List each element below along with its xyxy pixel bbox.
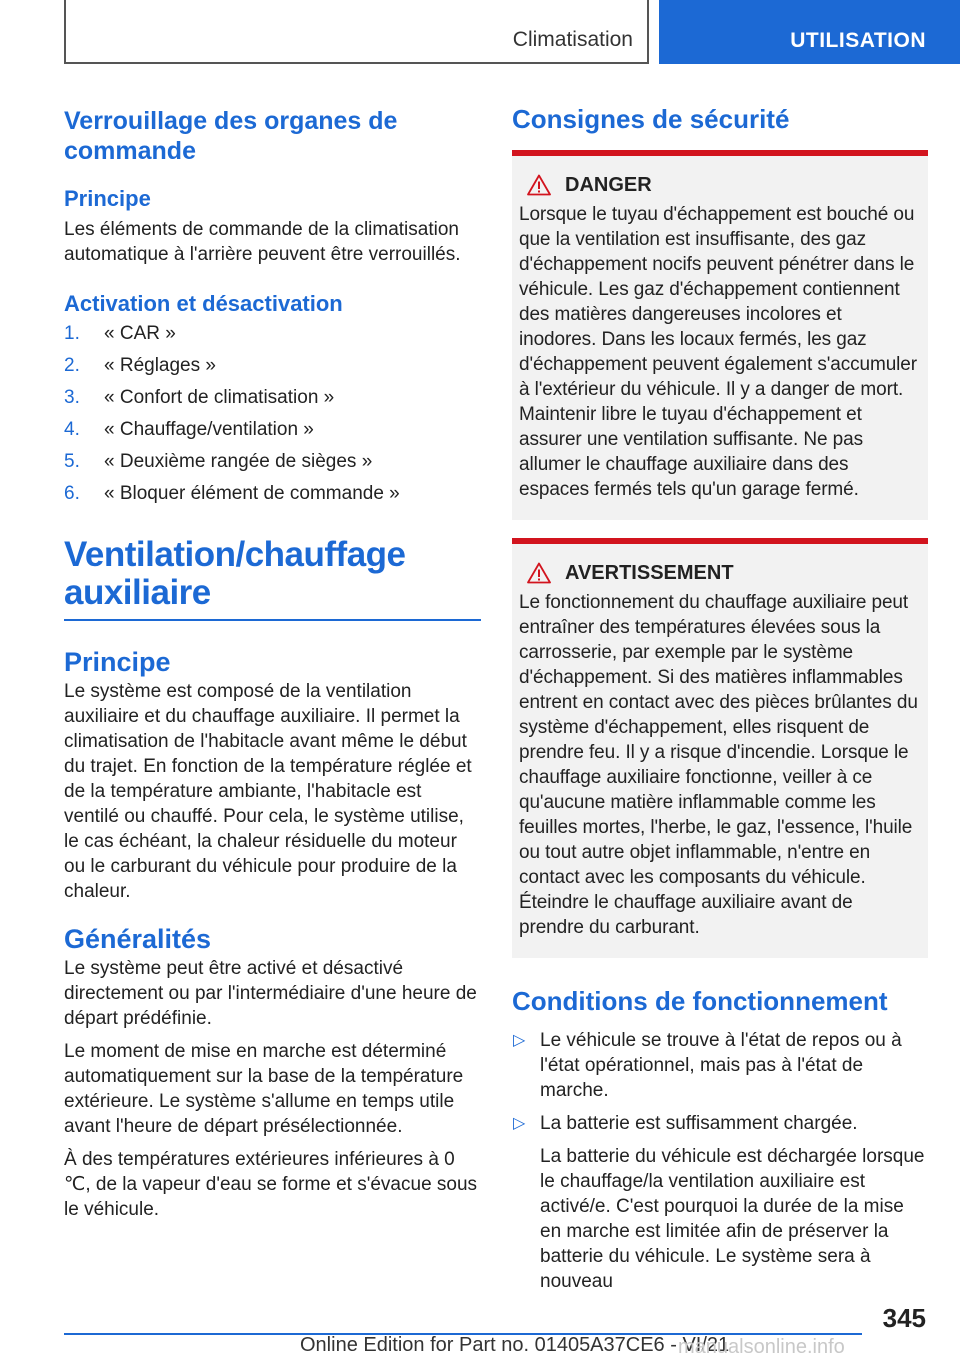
main-heading-rule bbox=[64, 619, 481, 621]
left-column bbox=[64, 100, 481, 1222]
page-header bbox=[0, 0, 960, 68]
step-item bbox=[64, 481, 481, 513]
condition-item bbox=[512, 1028, 928, 1103]
header-section-box bbox=[64, 0, 649, 64]
activation-steps bbox=[64, 321, 481, 513]
lock-heading: Verrouillage des organes de commande bbox=[64, 107, 398, 165]
conditions-heading: Conditions de fonctionnement bbox=[512, 986, 888, 1016]
step-text: « Réglages » bbox=[104, 355, 216, 376]
warning-label: AVERTISSEMENT bbox=[565, 562, 734, 584]
step-number: 3. bbox=[64, 387, 80, 408]
step-number: 1. bbox=[64, 323, 80, 344]
condition-text: La batterie est suffisamment chargée. bbox=[540, 1113, 858, 1134]
footer-edition: Online Edition for Part no. 01405A37CE6 - VI/21 bbox=[300, 1334, 730, 1356]
principle-heading-1: Principe bbox=[64, 186, 151, 211]
page-number: 345 bbox=[882, 1303, 926, 1333]
principle-heading-2: Principe bbox=[64, 647, 171, 677]
step-number: 2. bbox=[64, 355, 80, 376]
warning-triangle-icon bbox=[527, 562, 551, 584]
principle-text-1: Les éléments de commande de la climatisation automatique à l'arrière peuvent être verrouillés. bbox=[64, 219, 461, 265]
step-text: « Bloquer élément de commande » bbox=[104, 483, 400, 504]
step-item bbox=[64, 417, 481, 449]
right-column bbox=[512, 100, 928, 1294]
general-text-3: À des températures extérieures inférieures à 0 ℃, de la vapeur d'eau se forme et s'évacue sous le véhicule. bbox=[64, 1149, 478, 1220]
step-text: « Confort de climatisation » bbox=[104, 387, 335, 408]
general-heading: Généralités bbox=[64, 924, 212, 954]
general-text-1: Le système peut être activé et désactivé directement ou par l'intermédiaire d'une heure de départ prédéfinie. bbox=[64, 958, 477, 1029]
step-item bbox=[64, 449, 481, 481]
step-number: 4. bbox=[64, 419, 80, 440]
step-item bbox=[64, 353, 481, 385]
activation-heading: Activation et désactivation bbox=[64, 291, 343, 316]
step-item bbox=[64, 385, 481, 417]
footer-watermark: manualsonline.info bbox=[678, 1336, 845, 1358]
condition-subtext: La batterie du véhicule est déchargée lorsque le chauffage/la ventilation auxiliaire est activé/e. C'est pourquoi la durée de la mise en marche est limitée afin de préserver la batterie du véhicule. Le système sera à nouveau bbox=[540, 1146, 925, 1292]
condition-item bbox=[512, 1111, 928, 1294]
step-text: « Chauffage/ventilation » bbox=[104, 419, 314, 440]
general-text-2: Le moment de mise en marche est déterminé automatiquement sur la base de la température extérieure. Le système s'allume en temps utile avant l'heure de départ présélectionnée. bbox=[64, 1041, 464, 1137]
danger-box bbox=[512, 150, 928, 520]
principle-text-2: Le système est composé de la ventilation auxiliaire et du chauffage auxiliaire. Il permet la climatisation de l'habitacle avant même le début du trajet. En fonction de la température réglée et de la température ambiante, l'habitacle est ventilé ou chauffé. Pour cela, le système utilise, le cas échéant, la chaleur résiduelle du moteur ou le carburant du véhicule pour produire de la chaleur. bbox=[64, 681, 472, 902]
safety-heading: Consignes de sécurité bbox=[512, 104, 790, 134]
danger-label: DANGER bbox=[565, 174, 652, 196]
step-text: « CAR » bbox=[104, 323, 176, 344]
danger-text: Lorsque le tuyau d'échappement est bouché ou que la ventilation est insuffisante, des gaz d'échappement nocifs peuvent pénétrer dans le véhicule. Les gaz d'échappement contiennent des matières dangereuses incolores et inodores. Dans les locaux fermés, les gaz d'échappement peuvent également s'accumuler à l'extérieur du véhicule. Il y a danger de mort. Maintenir libre le tuyau d'échappement et assurer une ventilation suffisante. Ne pas allumer le chauffage auxiliaire dans des espaces fermés tels qu'un garage fermé. bbox=[519, 204, 917, 500]
header-chapter-tab bbox=[659, 0, 960, 64]
step-text: « Deuxième rangée de sièges » bbox=[104, 451, 373, 472]
triangle-bullet-icon: ▷ bbox=[513, 1115, 526, 1132]
step-item bbox=[64, 321, 481, 353]
danger-title bbox=[519, 172, 921, 198]
warning-title bbox=[519, 560, 921, 586]
step-number: 6. bbox=[64, 483, 80, 504]
main-heading: Ventilation/chauffage auxiliaire bbox=[64, 535, 406, 612]
triangle-bullet-icon: ▷ bbox=[513, 1032, 526, 1049]
header-chapter-label: UTILISATION bbox=[790, 29, 926, 52]
condition-text: Le véhicule se trouve à l'état de repos ou à l'état opérationnel, mais pas à l'état de marche. bbox=[540, 1030, 902, 1101]
warning-triangle-icon bbox=[527, 174, 551, 196]
warning-text: Le fonctionnement du chauffage auxiliaire peut entraîner des températures élevées sous la carrosserie, par exemple par le système d'échappement. Si des matières inflammables entrent en contact avec des pièces brûlantes du système d'échappement, elles risquent de prendre feu. Il y a risque d'incendie. Lorsque le chauffage auxiliaire fonctionne, veiller à ce qu'aucune matière inflammable comme les feuilles mortes, l'herbe, le gaz, l'essence, l'huile ou tout autre objet inflammable, n'entre en contact avec les composants du véhicule. Éteindre le chauffage auxiliaire avant de prendre du carburant. bbox=[519, 592, 918, 938]
step-number: 5. bbox=[64, 451, 80, 472]
warning-box bbox=[512, 538, 928, 958]
header-section-title: Climatisation bbox=[512, 28, 633, 51]
